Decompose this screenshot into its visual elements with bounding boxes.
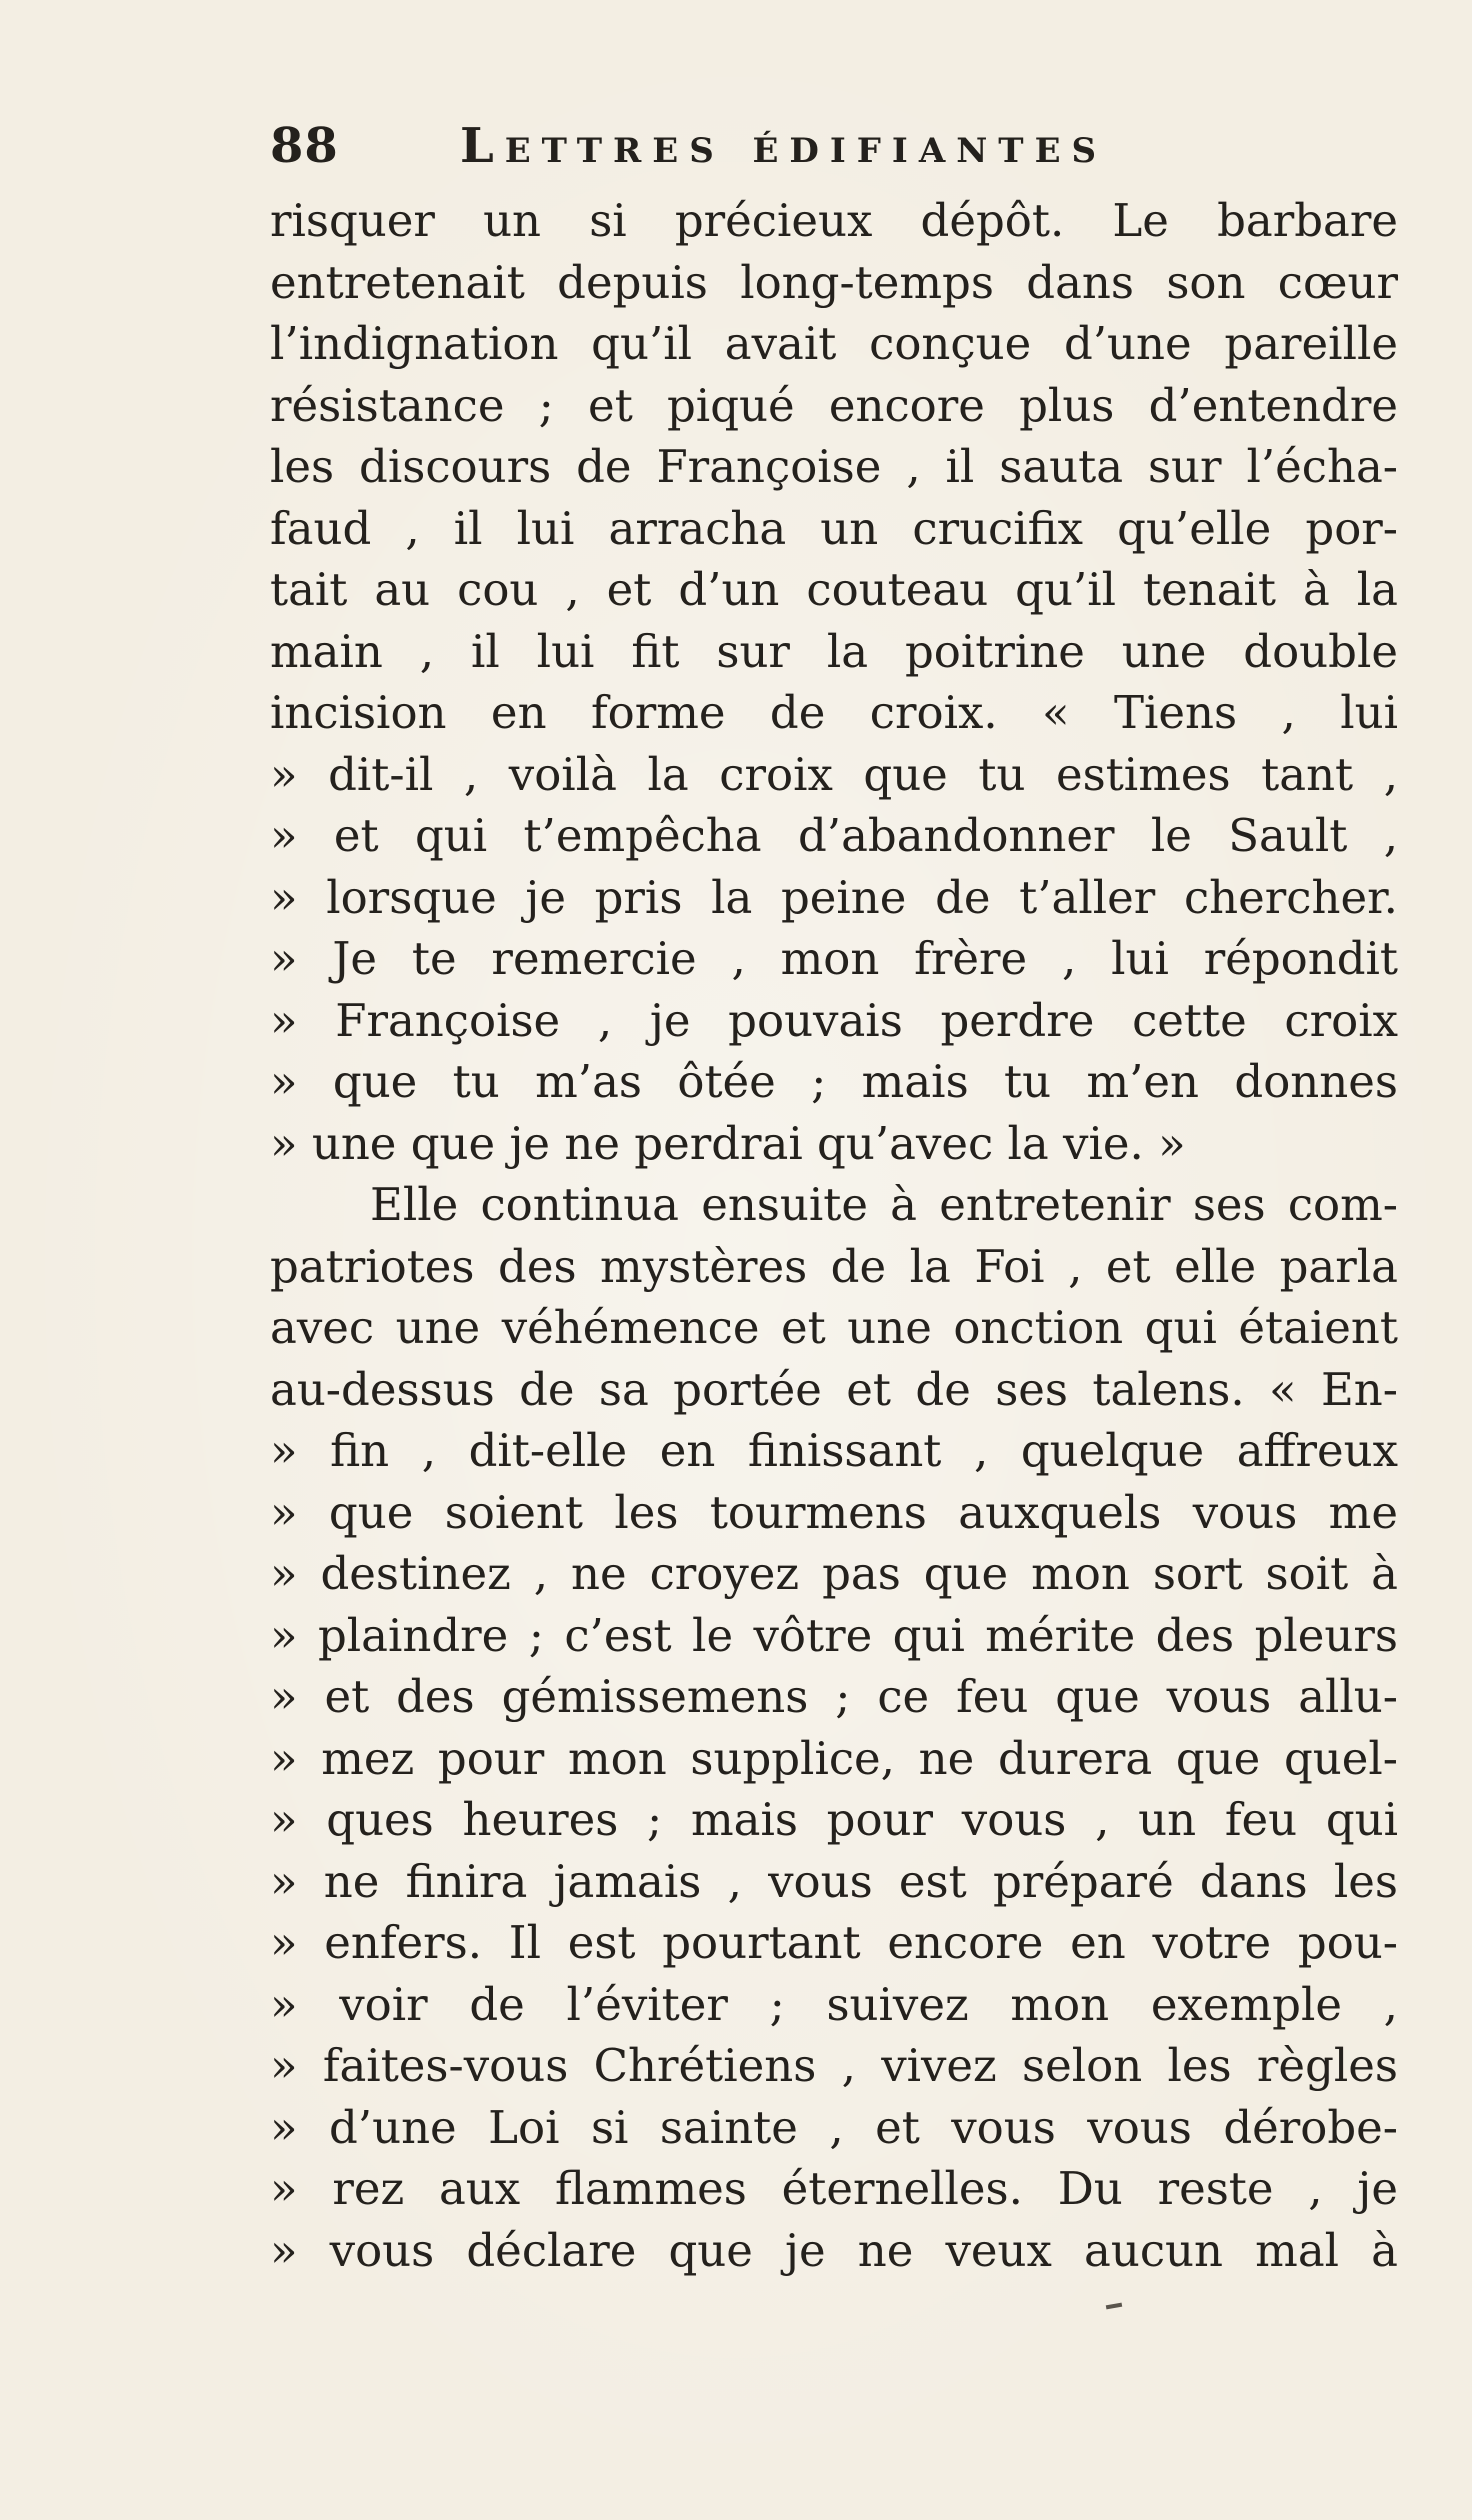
text-line: » fin , dit-elle en finissant , quelque affreux <box>270 1424 1398 1477</box>
text-line: faud , il lui arracha un crucifix qu’elle por- <box>270 501 1398 555</box>
text-line: au-dessus de sa portée et de ses talens. « En- <box>270 1362 1398 1416</box>
text-line: » et qui t’empêcha d’abandonner le Sault , <box>270 809 1398 862</box>
text-line: » lorsque je pris la peine de t’aller chercher. <box>270 870 1398 924</box>
text-line: » que soient les tourmens auxquels vous me <box>270 1485 1398 1539</box>
text-line: » et des gémissemens ; ce feu que vous allu- <box>270 1670 1398 1723</box>
paragraph-first-line: Elle continua ensuite à entretenir ses com- <box>370 1178 1398 1231</box>
text-line: » que tu m’as ôtée ; mais tu m’en donnes <box>270 1055 1398 1108</box>
text-line: » faites-vous Chrétiens , vivez selon les règles <box>270 2039 1398 2092</box>
body-text <box>270 190 1398 2281</box>
text-line: entretenait depuis long-temps dans son cœur <box>270 255 1398 309</box>
text-line: résistance ; et piqué encore plus d’entendre <box>270 378 1398 432</box>
text-line: » mez pour mon supplice, ne durera que quel- <box>270 1731 1398 1785</box>
text-line: incision en forme de croix. « Tiens , lui <box>270 686 1398 739</box>
text-line: » dit-il , voilà la croix que tu estimes tant , <box>270 747 1398 801</box>
text-line: avec une véhémence et une onction qui étaient <box>270 1301 1398 1354</box>
text-line: » Françoise , je pouvais perdre cette croix <box>270 993 1398 1047</box>
text-line: » Je te remercie , mon frère , lui répondit <box>270 932 1398 985</box>
printer-mark <box>1106 2303 1122 2310</box>
text-line: tait au cou , et d’un couteau qu’il tenait à la <box>270 563 1398 616</box>
text-line: » voir de l’éviter ; suivez mon exemple , <box>270 1977 1398 2031</box>
page-header <box>270 118 1420 188</box>
text-line: main , il lui fit sur la poitrine une double <box>270 624 1398 678</box>
text-line: risquer un si précieux dépôt. Le barbare <box>270 194 1398 247</box>
page-number: 88 <box>270 118 339 174</box>
text-line: » destinez , ne croyez pas que mon sort soit à <box>270 1547 1398 1600</box>
text-line: » vous déclare que je ne veux aucun mal à <box>270 2223 1398 2277</box>
text-line: » ne finira jamais , vous est préparé dans les <box>270 1854 1398 1908</box>
text-line: l’indignation qu’il avait conçue d’une pareille <box>270 317 1398 370</box>
text-line: » rez aux flammes éternelles. Du reste , je <box>270 2162 1398 2215</box>
text-line: » d’une Loi si sainte , et vous vous dérobe- <box>270 2100 1398 2154</box>
text-line: » une que je ne perdrai qu’avec la vie. » <box>270 1116 1186 1170</box>
running-title: Lettres édifiantes <box>460 118 1108 174</box>
text-line: » ques heures ; mais pour vous , un feu qui <box>270 1793 1398 1846</box>
text-line: » enfers. Il est pourtant encore en votre pou- <box>270 1916 1398 1969</box>
text-line: » plaindre ; c’est le vôtre qui mérite des pleurs <box>270 1608 1398 1662</box>
text-line: les discours de Françoise , il sauta sur l’écha- <box>270 440 1398 493</box>
text-line: patriotes des mystères de la Foi , et elle parla <box>270 1239 1398 1293</box>
